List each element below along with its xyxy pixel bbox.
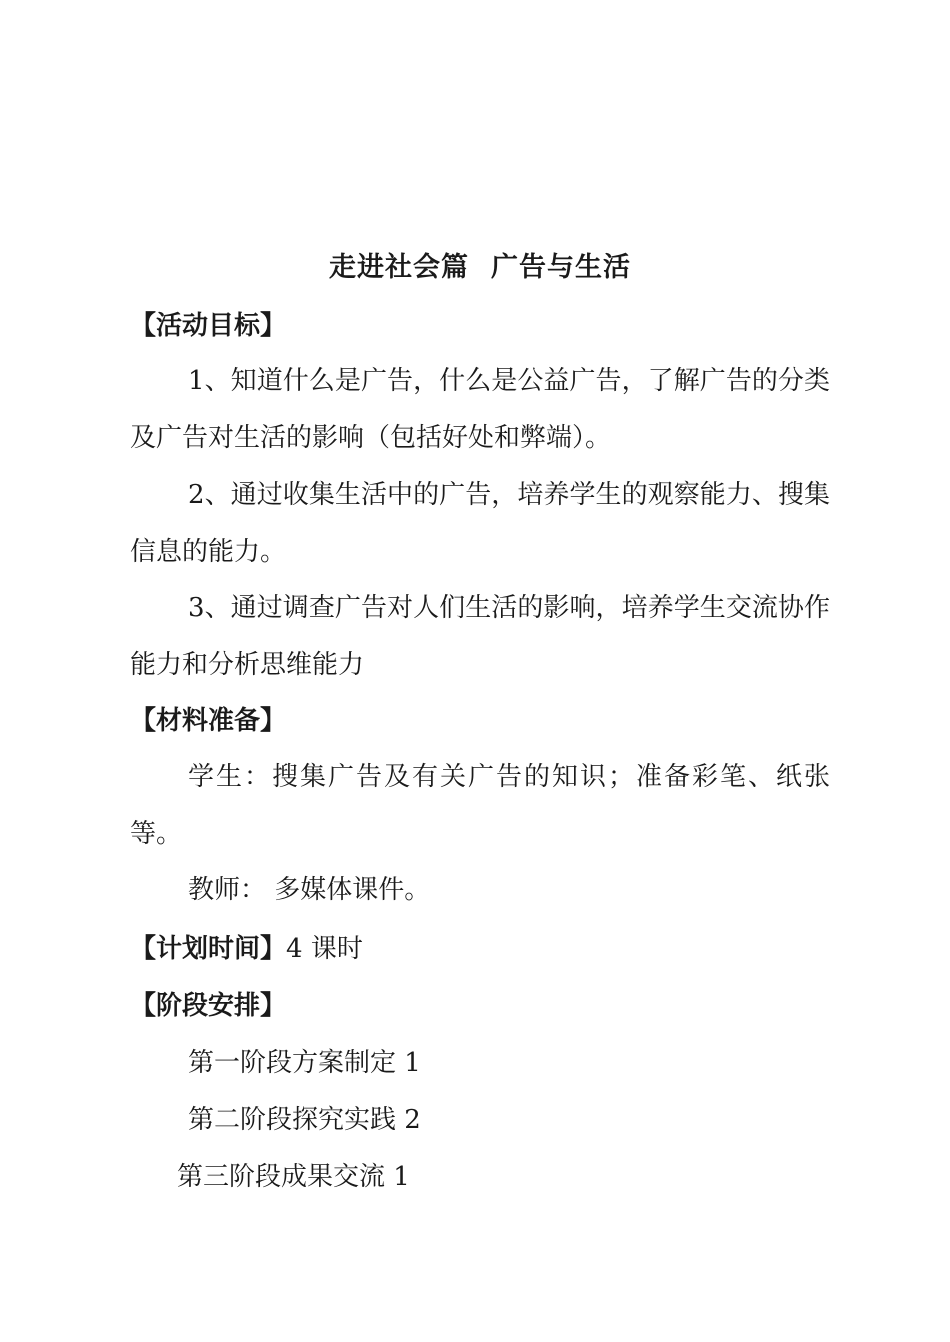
goals-heading: 【活动目标】 (130, 311, 287, 341)
goal-item-1: 1、知道什么是广告，什么是公益广告，了解广告的分类及广告对生活的影响（包括好处和弊端）。 (130, 366, 830, 453)
stage-item-3: 第三阶段成果交流 1 (177, 1162, 410, 1192)
goal-item-2: 2、通过收集生活中的广告，培养学生的观察能力、搜集信息的能力。 (130, 480, 830, 567)
time-heading: 【计划时间】 (130, 934, 287, 964)
goal-item-3: 3、通过调查广告对人们生活的影响，培养学生交流协作能力和分析思维能力 (130, 593, 830, 680)
materials-heading: 【材料准备】 (130, 706, 287, 736)
stage-item-1: 第一阶段方案制定 1 (188, 1048, 421, 1078)
stage-item-2: 第二阶段探究实践 2 (188, 1105, 421, 1135)
materials-teacher: 教师： 多媒体课件。 (188, 875, 431, 905)
document-title (0, 244, 950, 292)
materials-students: 学生：搜集广告及有关广告的知识；准备彩笔、纸张等。 (130, 762, 830, 849)
time-value: 4 课时 (286, 934, 363, 964)
stages-heading: 【阶段安排】 (130, 991, 287, 1021)
title-part-1: 走进社会篇 (329, 252, 469, 283)
title-part-2: 广告与生活 (491, 252, 631, 283)
time-section (130, 925, 363, 973)
